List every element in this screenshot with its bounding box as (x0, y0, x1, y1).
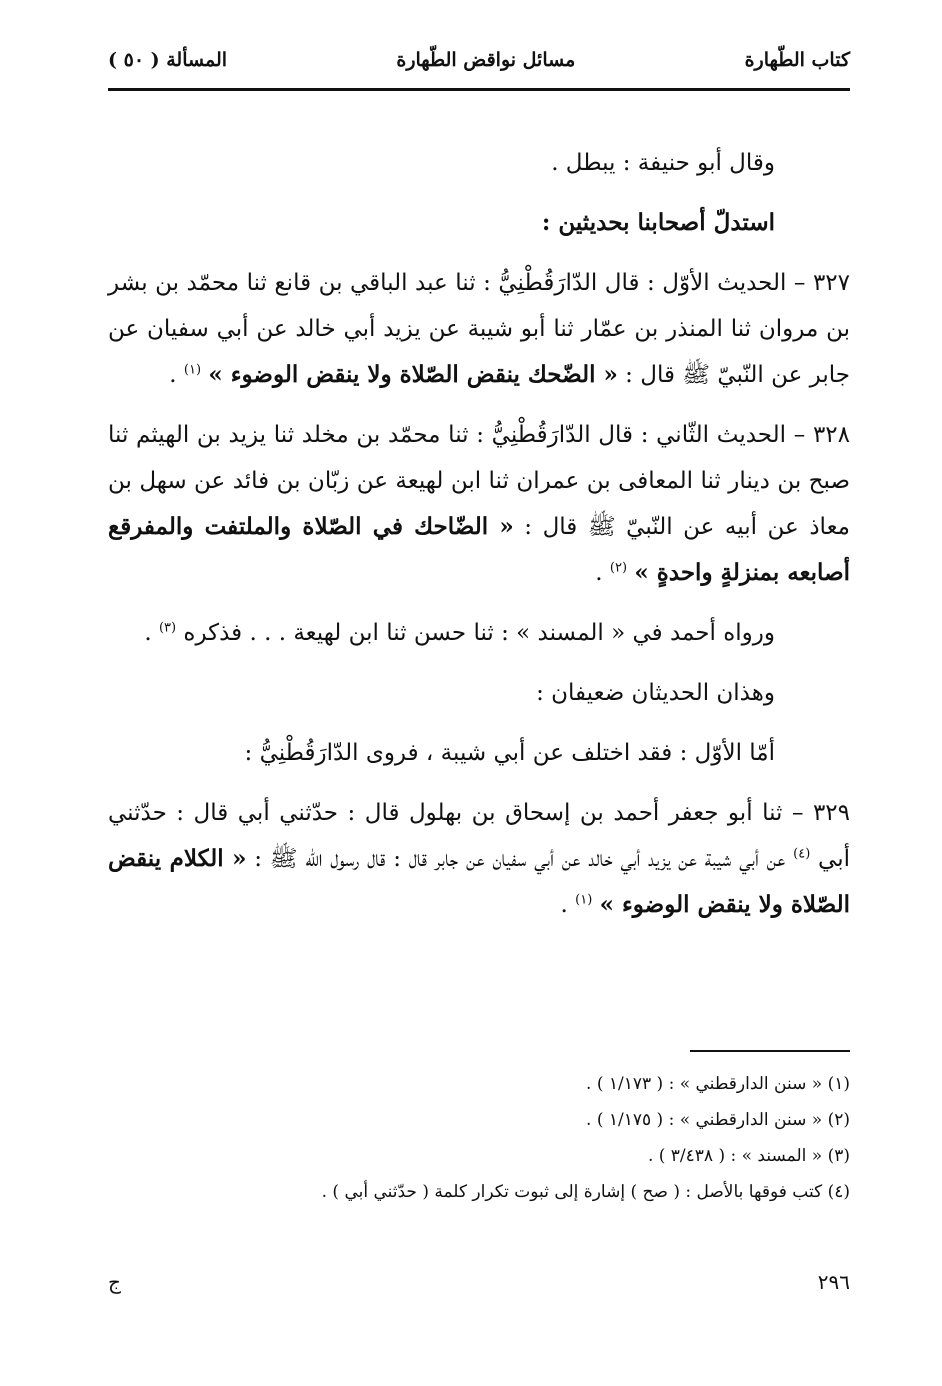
footnote-4: (٤) كتب فوقها بالأصل : ( صح ) إشارة إلى ثبوت تكرار كلمة ( حدّثني أبي ) . (321, 1182, 850, 1202)
main-text (108, 140, 850, 942)
footnote-ref-5: (١) (575, 892, 593, 908)
hadith-328: ٣٢٨ – الحديث الثّاني : قال الدّارَقُطْنِيُّ : ثنا محمّد بن مخلد ثنا يزيد بن الهيثم ثنا صبح بن دينار ثنا المعافى بن عمران ثنا ابن لهيعة عن زبّان بن فائد عن سهل بن معاذ عن أبيه عن النّبيّ ﷺ قال : « الضّاحك في الصّلاة والملتفت والمفرقع أصابعه بمنزلةٍ واحدةٍ » $^{(٢)}$ . (108, 422, 850, 586)
signature-mark: ج (108, 1270, 121, 1294)
hadith-327: ٣٢٧ – الحديث الأوّل : قال الدّارَقُطْنِيُّ : ثنا عبد الباقي بن قانع ثنا محمّد بن بشر بن مروان ثنا المنذر بن عمّار ثنا أبو شيبة عن يزيد أبي خالد عن أبي سفيان عن جابر عن النّبيّ ﷺ قال : « الضّحك ينقض الصّلاة ولا ينقض الوضوء » $^{(١)}$ . (108, 270, 850, 388)
hadith-327-matn: « الضّحك ينقض الصّلاة ولا ينقض الوضوء » (208, 361, 618, 388)
header-book-title: كتاب الطّهارة (744, 49, 850, 71)
footnote-ref-2: (٢) (609, 560, 628, 576)
footnote-1: (١) « سنن الدارقطني » : ( ١/١٧٣ ) . (586, 1074, 850, 1094)
paragraph-two-hadiths: استدلّ أصحابنا بحديثين : (541, 209, 775, 236)
footnote-2: (٢) « سنن الدارقطني » : ( ١/١٧٥ ) . (586, 1110, 850, 1130)
hadith-329-matn: « الكلام ينقض الصّلاة ولا ينقض الوضوء » (108, 845, 850, 918)
paragraph-ahmad-musnad: ورواه أحمد في « المسند » : ثنا حسن ثنا ابن لهيعة . . . فذكره $^{(٣)}$ . (144, 620, 775, 646)
hadith-328-matn: « الضّاحك في الصّلاة والملتفت والمفرقع أصابعه بمنزلةٍ واحدةٍ » (108, 513, 850, 586)
footnote-divider (690, 1050, 850, 1052)
paragraph-first-discussion: أمّا الأوّل : فقد اختلف عن أبي شيبة ، فروى الدّارَقُطْنِيُّ : (244, 740, 775, 766)
header-divider (108, 88, 850, 91)
paragraph-abu-hanifa: وقال أبو حنيفة : يبطل . (551, 150, 775, 176)
hadith-329: ٣٢٩ – ثنا أبو جعفر أحمد بن إسحاق بن بهلول قال : حدّثني أبي قال : حدّثني أبي $^{(٤)}$ عن أبي شيبة عن يزيد أبي خالد عن أبي سفيان عن جابر قال : قال رسول الله ﷺ : « الكلام ينقض الصّلاة ولا ينقض الوضوء » $^{(١)}$ . (108, 800, 851, 918)
header-issue-number: المسألة ( ٥٠ ) (108, 49, 228, 71)
paragraph-weak-hadiths: وهذان الحديثان ضعيفان : (536, 680, 775, 706)
header-chapter-title: مسائل نواقض الطّهارة (396, 49, 576, 71)
page-number: ٢٩٦ (817, 1270, 850, 1294)
page-footer (108, 1262, 850, 1302)
footnote-ref-3: (٣) (158, 620, 177, 636)
running-header (108, 38, 850, 82)
footnote-3: (٣) « المسند » : ( ٣/٤٣٨ ) . (647, 1146, 850, 1166)
footnote-ref-4: (٤) (793, 846, 811, 862)
footnotes (108, 1066, 850, 1210)
footnote-ref-1: (١) (183, 362, 202, 378)
